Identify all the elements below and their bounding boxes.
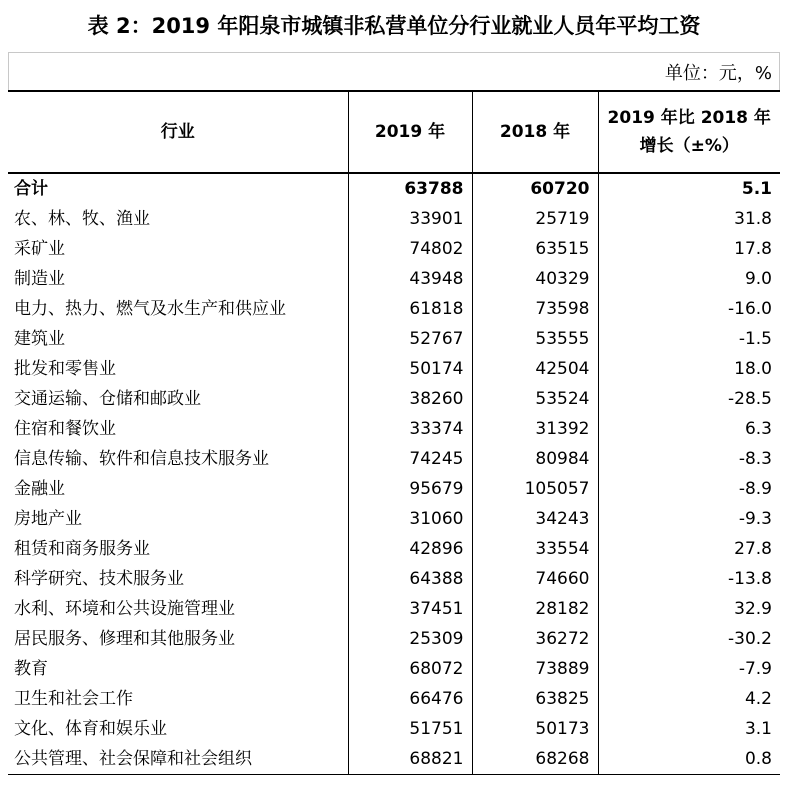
cell-2018: 34243 bbox=[472, 504, 598, 534]
header-2019: 2019 年 bbox=[348, 91, 472, 173]
table-row bbox=[8, 714, 780, 744]
cell-growth: -8.3 bbox=[598, 444, 780, 474]
table-row bbox=[8, 324, 780, 354]
cell-2019: 52767 bbox=[348, 324, 472, 354]
cell-industry: 居民服务、修理和其他服务业 bbox=[14, 629, 235, 649]
cell-growth: 6.3 bbox=[598, 414, 780, 444]
cell-growth: 9.0 bbox=[598, 264, 780, 294]
header-2018: 2018 年 bbox=[472, 91, 598, 173]
cell-growth: -8.9 bbox=[598, 474, 780, 504]
cell-2019: 50174 bbox=[348, 354, 472, 384]
cell-growth: -7.9 bbox=[598, 654, 780, 684]
cell-industry: 交通运输、仓储和邮政业 bbox=[14, 389, 201, 409]
unit-label: 单位：元，% bbox=[664, 63, 772, 84]
cell-2018: 53555 bbox=[472, 324, 598, 354]
cell-industry: 电力、热力、燃气及水生产和供应业 bbox=[14, 299, 286, 319]
cell-industry: 卫生和社会工作 bbox=[14, 689, 133, 709]
cell-industry: 教育 bbox=[14, 659, 48, 679]
cell-2018: 36272 bbox=[472, 624, 598, 654]
cell-2018: 33554 bbox=[472, 534, 598, 564]
cell-growth: 18.0 bbox=[598, 354, 780, 384]
cell-2019: 61818 bbox=[348, 294, 472, 324]
cell-growth: 27.8 bbox=[598, 534, 780, 564]
cell-growth: -9.3 bbox=[598, 504, 780, 534]
header-row bbox=[8, 91, 780, 173]
sheet-gridline-right bbox=[779, 52, 780, 90]
cell-2019: 64388 bbox=[348, 564, 472, 594]
total-row bbox=[8, 173, 780, 204]
cell-industry: 租赁和商务服务业 bbox=[14, 539, 150, 559]
cell-growth: 4.2 bbox=[598, 684, 780, 714]
table-title: 表 2：2019 年阳泉市城镇非私营单位分行业就业人员年平均工资 bbox=[87, 14, 701, 38]
cell-growth: 17.8 bbox=[598, 234, 780, 264]
cell-industry: 制造业 bbox=[14, 269, 65, 289]
cell-2018: 73598 bbox=[472, 294, 598, 324]
cell-2019: 63788 bbox=[348, 173, 472, 204]
cell-2018: 25719 bbox=[472, 204, 598, 234]
table-row bbox=[8, 474, 780, 504]
cell-2018: 50173 bbox=[472, 714, 598, 744]
cell-2019: 43948 bbox=[348, 264, 472, 294]
cell-2019: 25309 bbox=[348, 624, 472, 654]
cell-growth: -28.5 bbox=[598, 384, 780, 414]
cell-2019: 66476 bbox=[348, 684, 472, 714]
cell-industry: 科学研究、技术服务业 bbox=[14, 569, 184, 589]
table-row bbox=[8, 534, 780, 564]
cell-industry: 农、林、牧、渔业 bbox=[14, 209, 150, 229]
cell-2018: 53524 bbox=[472, 384, 598, 414]
cell-2019: 33901 bbox=[348, 204, 472, 234]
cell-2019: 68821 bbox=[348, 744, 472, 775]
cell-2019: 33374 bbox=[348, 414, 472, 444]
cell-industry: 住宿和餐饮业 bbox=[14, 419, 116, 439]
cell-growth: -1.5 bbox=[598, 324, 780, 354]
table-row bbox=[8, 624, 780, 654]
cell-2019: 68072 bbox=[348, 654, 472, 684]
cell-industry: 水利、环境和公共设施管理业 bbox=[14, 599, 235, 619]
table-body bbox=[8, 173, 780, 775]
header-industry: 行业 bbox=[8, 91, 348, 173]
cell-industry: 采矿业 bbox=[14, 239, 65, 259]
cell-2019: 42896 bbox=[348, 534, 472, 564]
sheet-gridline-top bbox=[8, 52, 780, 53]
cell-2018: 73889 bbox=[472, 654, 598, 684]
cell-2019: 51751 bbox=[348, 714, 472, 744]
table-row bbox=[8, 264, 780, 294]
cell-2018: 63825 bbox=[472, 684, 598, 714]
cell-2018: 28182 bbox=[472, 594, 598, 624]
table-row bbox=[8, 234, 780, 264]
cell-industry: 批发和零售业 bbox=[14, 359, 116, 379]
table-row bbox=[8, 204, 780, 234]
cell-industry: 房地产业 bbox=[14, 509, 82, 529]
cell-2018: 42504 bbox=[472, 354, 598, 384]
table-row bbox=[8, 354, 780, 384]
cell-2019: 31060 bbox=[348, 504, 472, 534]
cell-growth: 32.9 bbox=[598, 594, 780, 624]
cell-2018: 74660 bbox=[472, 564, 598, 594]
cell-2019: 74245 bbox=[348, 444, 472, 474]
header-growth-line2: 增长（±%） bbox=[639, 136, 739, 156]
table-row bbox=[8, 294, 780, 324]
cell-growth: 5.1 bbox=[598, 173, 780, 204]
cell-growth: 3.1 bbox=[598, 714, 780, 744]
cell-industry: 金融业 bbox=[14, 479, 65, 499]
cell-industry: 合计 bbox=[14, 179, 48, 199]
table-row bbox=[8, 564, 780, 594]
table-row bbox=[8, 504, 780, 534]
cell-growth: -16.0 bbox=[598, 294, 780, 324]
cell-growth: 0.8 bbox=[598, 744, 780, 775]
cell-2018: 68268 bbox=[472, 744, 598, 775]
cell-2018: 60720 bbox=[472, 173, 598, 204]
table-row bbox=[8, 594, 780, 624]
cell-2018: 31392 bbox=[472, 414, 598, 444]
cell-2018: 40329 bbox=[472, 264, 598, 294]
cell-industry: 文化、体育和娱乐业 bbox=[14, 719, 167, 739]
cell-growth: -13.8 bbox=[598, 564, 780, 594]
header-growth bbox=[598, 91, 780, 173]
cell-industry: 公共管理、社会保障和社会组织 bbox=[8, 744, 348, 775]
wage-table bbox=[8, 90, 780, 775]
table-row bbox=[8, 384, 780, 414]
cell-2019: 95679 bbox=[348, 474, 472, 504]
cell-2019: 38260 bbox=[348, 384, 472, 414]
table-row bbox=[8, 684, 780, 714]
cell-growth: 31.8 bbox=[598, 204, 780, 234]
cell-industry: 信息传输、软件和信息技术服务业 bbox=[14, 449, 269, 469]
cell-2018: 63515 bbox=[472, 234, 598, 264]
cell-industry: 建筑业 bbox=[14, 329, 65, 349]
cell-2018: 105057 bbox=[472, 474, 598, 504]
cell-2019: 37451 bbox=[348, 594, 472, 624]
cell-2019: 74802 bbox=[348, 234, 472, 264]
table-row bbox=[8, 414, 780, 444]
table-row bbox=[8, 744, 780, 775]
table-row bbox=[8, 444, 780, 474]
cell-2018: 80984 bbox=[472, 444, 598, 474]
header-growth-line1: 2019 年比 2018 年 bbox=[607, 108, 771, 128]
sheet-gridline-left bbox=[8, 52, 9, 90]
cell-growth: -30.2 bbox=[598, 624, 780, 654]
table-row bbox=[8, 654, 780, 684]
